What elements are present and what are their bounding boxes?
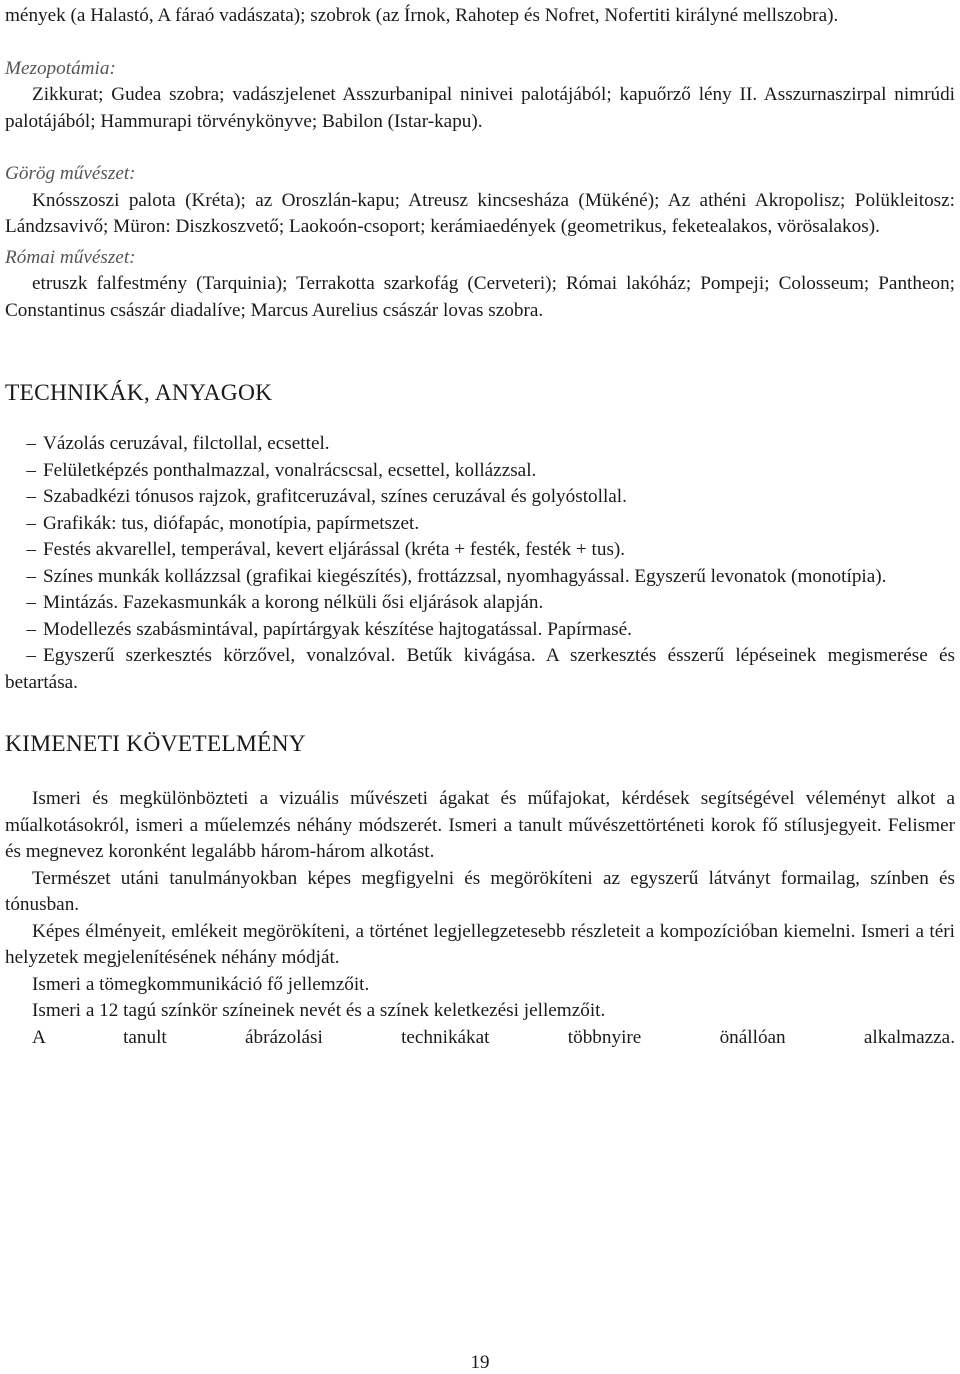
output-paragraph: Ismeri a 12 tagú színkör színeinek nevét és a színek keletkezési jellemzőit. (32, 1000, 606, 1021)
roman-label: Római művészet: (5, 246, 136, 268)
document-page (5, 0, 955, 1051)
dash-bullet: – (26, 486, 36, 507)
output-section (5, 786, 955, 1051)
techniques-heading: TECHNIKÁK, ANYAGOK (5, 380, 273, 406)
list-item: – Felületképzés ponthalmazzal, vonalrácscsal, ecsettel, kollázzsal. (5, 458, 955, 485)
dash-bullet: – (26, 592, 36, 613)
list-item: – Egyszerű szerkesztés körzővel, vonalzóval. Betűk kivágása. A szerkesztés ésszerű lépéseinek megismerése és betartása. (5, 645, 955, 693)
mesopotamia-text: Zikkurat; Gudea szobra; vadászjelenet Asszurbanipal ninivei palotájából; kapuőrző lény II. Asszurnaszirpal nimrúdi palotájából; Hammurapi törvénykönyve; Babilon (Istar-kapu). (5, 84, 955, 132)
list-item: – Festés akvarellel, temperával, kevert eljárással (kréta + festék, festék + tus). (5, 537, 955, 564)
output-paragraph: Ismeri és megkülönbözteti a vizuális művészeti ágakat és műfajokat, kérdések segítségével véleményt alkot a műalkotásokról, ismeri a műelemzés néhány módszerét. Ismeri a tanult művészettörténeti korok fő stílusjegyeit. Felismer és megnevez koronként legalább három-három alkotást. (5, 788, 955, 862)
dash-bullet: – (26, 645, 36, 666)
list-item: – Vázolás ceruzával, filctollal, ecsettel. (5, 431, 955, 458)
output-paragraph: Ismeri a tömegkommunikáció fő jellemzőit. (32, 973, 370, 995)
mesopotamia-label: Mezopotámia: (5, 57, 116, 79)
dash-bullet: – (26, 539, 36, 560)
list-item: – Színes munkák kollázzsal (grafikai kiegészítés), frottázzsal, nyomhagyással. Egyszerű levonatok (monotípia). (5, 564, 955, 591)
page-number: 19 (470, 1352, 490, 1373)
list-item: – Modellezés szabásmintával, papírtárgyak készítése hajtogatással. Papírmasé. (5, 617, 955, 644)
dash-bullet: – (26, 512, 36, 534)
dash-bullet: – (26, 433, 36, 454)
dash-bullet: – (26, 459, 36, 481)
intro-paragraph: mények (a Halastó, A fáraó vadászata); szobrok (az Írnok, Rahotep és Nofret, Nofertiti királyné mellszobra). (5, 5, 839, 26)
greek-text: Knósszoszi palota (Kréta); az Oroszlán-kapu; Atreusz kincsesháza (Mükéné); Az athéni Akropolisz; Polükleitosz: Lándzsavivő; Müron: Diszkoszvető; Laokoón-csoport; kerámiaedények (geometrikus, feketealakos, vörösalakos). (5, 189, 955, 237)
list-item: – Grafikák: tus, diófapác, monotípia, papírmetszet. (5, 511, 955, 538)
techniques-list (5, 431, 955, 696)
dash-bullet: – (26, 618, 36, 640)
output-paragraph: Természet utáni tanulmányokban képes megfigyelni és megörökíteni az egyszerű látványt formailag, színben és tónusban. (5, 867, 955, 915)
list-item: – Mintázás. Fazekasmunkák a korong nélküli ősi eljárások alapján. (5, 590, 955, 617)
dash-bullet: – (26, 565, 36, 587)
list-item: – Szabadkézi tónusos rajzok, grafitceruzával, színes ceruzával és golyóstollal. (5, 484, 955, 511)
greek-label: Görög művészet: (5, 163, 136, 184)
output-paragraph: A tanult ábrázolási technikákat többnyire önállóan alkalmazza. (32, 1026, 955, 1048)
roman-text: etruszk falfestmény (Tarquinia); Terrakotta szarkofág (Cerveteri); Római lakóház; Pompeji; Colosseum; Pantheon; Constantinus császár diadalíve; Marcus Aurelius császár lovas szobra. (5, 273, 955, 321)
output-heading: KIMENETI KÖVETELMÉNY (5, 731, 306, 757)
output-paragraph: Képes élményeit, emlékeit megörökíteni, a történet legjellegzetesebb részleteit a kompozícióban kiemelni. Ismeri a téri helyzetek megjelenítésének néhány módját. (5, 920, 955, 968)
